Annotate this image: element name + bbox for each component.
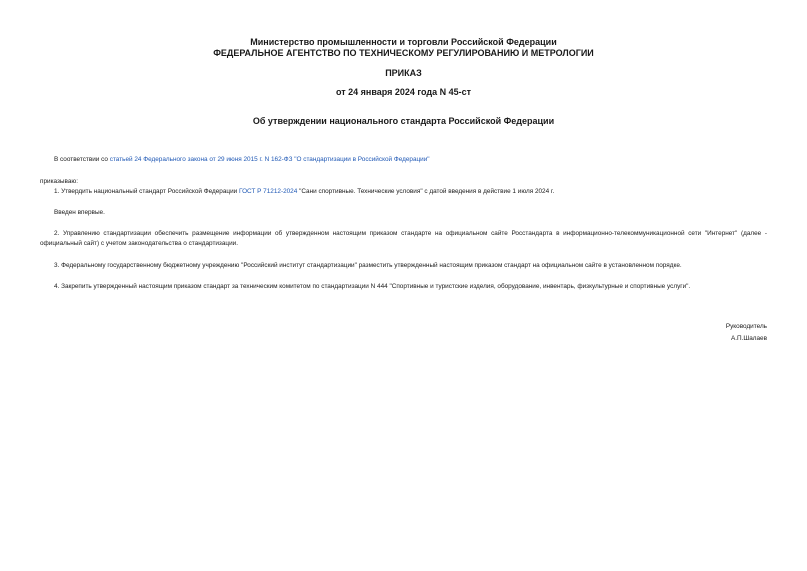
- item-4: 4. Закрепить утвержденный настоящим приказом стандарт за техническим комитетом по стандартизации N 444 "Спортивные и туристские изделия, оборудование, инвентарь, физкультурные и спортивные услуги".: [54, 283, 691, 290]
- order-word: приказываю:: [40, 178, 78, 185]
- signatory-name: А.П.Шалаев: [730, 335, 767, 342]
- date-number: от 24 января 2024 года N 45-ст: [335, 87, 472, 97]
- signature-block: [726, 321, 767, 345]
- document-type: ПРИКАЗ: [385, 68, 422, 78]
- item-1-prefix: 1. Утвердить национальный стандарт Российской Федерации: [54, 188, 239, 195]
- item-2: 2. Управлению стандартизации обеспечить размещение информации об утвержденном настоящим приказом стандарте на официальном сайте Росстандарта в информационно-телекоммуникационной сети "Интернет" (далее - официальный сайт) с учетом законодательства о стандартизации.: [40, 230, 767, 247]
- agency-heading: ФЕДЕРАЛЬНОЕ АГЕНТСТВО ПО ТЕХНИЧЕСКОМУ РЕГУЛИРОВАНИЮ И МЕТРОЛОГИИ: [213, 48, 594, 58]
- signatory-position: Руководитель: [725, 323, 767, 330]
- gost-link[interactable]: ГОСТ Р 71212-2024: [238, 188, 298, 195]
- ministry-heading: Министерство промышленности и торговли Российской Федерации: [250, 37, 557, 47]
- item-1-suffix: "Сани спортивные. Технические условия" с датой введения в действие 1 июля 2024 г.: [297, 188, 555, 195]
- preamble-prefix: В соответствии со: [54, 156, 110, 163]
- document-title: Об утверждении национального стандарта Российской Федерации: [252, 116, 555, 126]
- introduced-note: Введен впервые.: [54, 209, 105, 216]
- item-3: 3. Федеральному государственному бюджетному учреждению "Российский институт стандартизации" разместить утвержденный настоящим приказом стандарт на официальном сайте в установленном порядке.: [54, 262, 682, 269]
- federal-law-link[interactable]: статьей 24 Федерального закона от 29 июня 2015 г. N 162-ФЗ "О стандартизации в Российской Федерации": [109, 156, 430, 163]
- item-1: [54, 187, 554, 197]
- preamble: [54, 155, 430, 165]
